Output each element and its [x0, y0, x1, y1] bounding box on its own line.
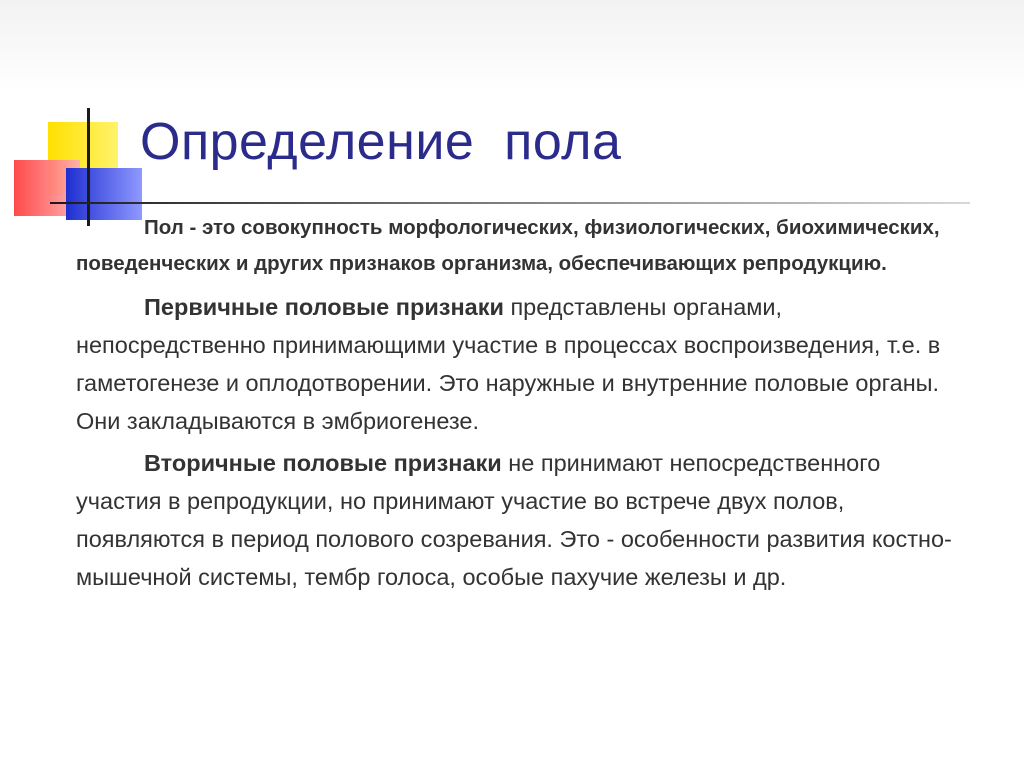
- paragraph-bold-lead: Пол - это совокупность морфологических, физиологических, биохимических, поведенческих и других признаков организма, обеспечивающих репродукцию.: [76, 216, 940, 275]
- paragraph-bold-lead: Первичные половые признаки: [144, 294, 504, 320]
- slide-title: Определение пола: [140, 113, 622, 171]
- title-underline: [50, 202, 970, 204]
- slide-body: [76, 210, 956, 596]
- paragraph-bold-lead: Вторичные половые признаки: [144, 450, 502, 476]
- paragraph-text: не принимают непосредственного участия в репродукции, но принимают участие во встрече двух полов, появляются в период полового созревания. Это - особенности развития костно-мышечной системы, тембр голоса, особые пахучие железы и др.: [76, 450, 952, 590]
- decor-vertical-line: [87, 108, 90, 226]
- paragraph-secondary-traits: [76, 444, 956, 596]
- paragraph-text: представлены органами, непосредственно принимающими участие в процессах воспроизведения, т.е. в гаметогенезе и оплодотворении. Это наружные и внутренние половые органы. Они закладываются в эмбриогенезе.: [76, 294, 941, 434]
- paragraph-definition: [76, 210, 956, 282]
- paragraph-primary-traits: [76, 288, 956, 440]
